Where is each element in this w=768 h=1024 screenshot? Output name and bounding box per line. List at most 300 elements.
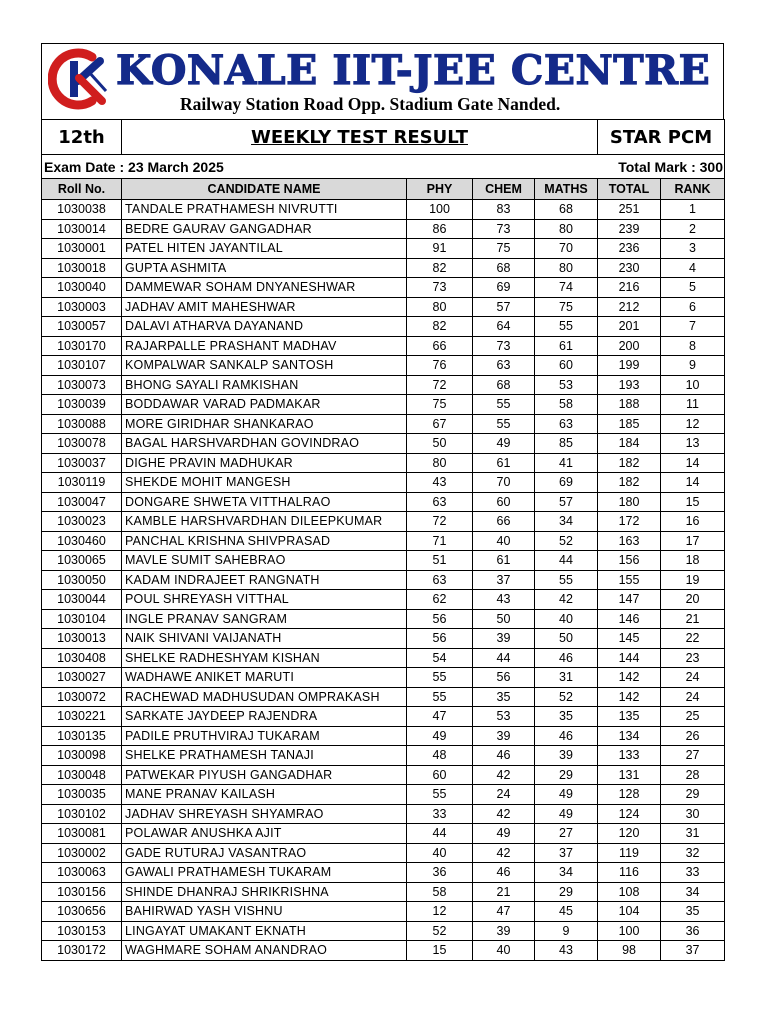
table-row <box>42 570 725 590</box>
chem-cell: 42 <box>473 765 535 785</box>
candidate-name-cell: LINGAYAT UMAKANT EKNATH <box>122 921 407 941</box>
phy-cell: 66 <box>407 336 473 356</box>
roll-no-cell: 1030038 <box>42 200 122 220</box>
total-cell: 142 <box>598 687 661 707</box>
rank-cell: 14 <box>661 453 725 473</box>
total-cell: 199 <box>598 356 661 376</box>
maths-cell: 34 <box>535 512 598 532</box>
maths-cell: 37 <box>535 843 598 863</box>
candidate-name-cell: BAGAL HARSHVARDHAN GOVINDRAO <box>122 434 407 454</box>
chem-cell: 49 <box>473 434 535 454</box>
rank-cell: 26 <box>661 726 725 746</box>
candidate-name-cell: PANCHAL KRISHNA SHIVPRASAD <box>122 531 407 551</box>
candidate-name-cell: RACHEWAD MADHUSUDAN OMPRAKASH <box>122 687 407 707</box>
maths-cell: 34 <box>535 863 598 883</box>
roll-no-cell: 1030050 <box>42 570 122 590</box>
info-row <box>42 155 725 179</box>
maths-cell: 85 <box>535 434 598 454</box>
total-cell: 188 <box>598 395 661 415</box>
col-total: TOTAL <box>598 179 661 200</box>
rank-cell: 25 <box>661 707 725 727</box>
phy-cell: 75 <box>407 395 473 415</box>
table-row <box>42 726 725 746</box>
roll-no-cell: 1030221 <box>42 707 122 727</box>
candidate-name-cell: SHINDE DHANRAJ SHRIKRISHNA <box>122 882 407 902</box>
result-table <box>41 119 725 961</box>
total-cell: 156 <box>598 551 661 571</box>
maths-cell: 9 <box>535 921 598 941</box>
phy-cell: 67 <box>407 414 473 434</box>
roll-no-cell: 1030156 <box>42 882 122 902</box>
phy-cell: 56 <box>407 629 473 649</box>
candidate-name-cell: BHONG SAYALI RAMKISHAN <box>122 375 407 395</box>
total-cell: 184 <box>598 434 661 454</box>
chem-cell: 47 <box>473 902 535 922</box>
table-row <box>42 258 725 278</box>
phy-cell: 47 <box>407 707 473 727</box>
maths-cell: 70 <box>535 239 598 259</box>
roll-no-cell: 1030081 <box>42 824 122 844</box>
chem-cell: 75 <box>473 239 535 259</box>
chem-cell: 60 <box>473 492 535 512</box>
roll-no-cell: 1030408 <box>42 648 122 668</box>
rank-cell: 23 <box>661 648 725 668</box>
chem-cell: 70 <box>473 473 535 493</box>
rank-cell: 35 <box>661 902 725 922</box>
col-maths: MATHS <box>535 179 598 200</box>
candidate-name-cell: DONGARE SHWETA VITTHALRAO <box>122 492 407 512</box>
candidate-name-cell: DALAVI ATHARVA DAYANAND <box>122 317 407 337</box>
table-row <box>42 512 725 532</box>
rank-cell: 10 <box>661 375 725 395</box>
phy-cell: 72 <box>407 512 473 532</box>
table-row <box>42 395 725 415</box>
candidate-name-cell: GAWALI PRATHAMESH TUKARAM <box>122 863 407 883</box>
candidate-name-cell: BAHIRWAD YASH VISHNU <box>122 902 407 922</box>
rank-cell: 5 <box>661 278 725 298</box>
chem-cell: 24 <box>473 785 535 805</box>
chem-cell: 73 <box>473 219 535 239</box>
institute-name: KONALE IIT-JEE CENTRE <box>116 47 711 94</box>
rank-cell: 31 <box>661 824 725 844</box>
candidate-name-cell: GADE RUTURAJ VASANTRAO <box>122 843 407 863</box>
phy-cell: 55 <box>407 687 473 707</box>
rank-cell: 29 <box>661 785 725 805</box>
table-row <box>42 219 725 239</box>
table-row <box>42 843 725 863</box>
table-row <box>42 707 725 727</box>
phy-cell: 55 <box>407 668 473 688</box>
candidate-name-cell: MAVLE SUMIT SAHEBRAO <box>122 551 407 571</box>
phy-cell: 36 <box>407 863 473 883</box>
phy-cell: 86 <box>407 219 473 239</box>
result-rows <box>42 200 725 961</box>
roll-no-cell: 1030048 <box>42 765 122 785</box>
column-header-row <box>42 179 725 200</box>
total-cell: 155 <box>598 570 661 590</box>
rank-cell: 3 <box>661 239 725 259</box>
total-mark: Total Mark : 300 <box>535 155 725 179</box>
total-cell: 239 <box>598 219 661 239</box>
table-row <box>42 785 725 805</box>
roll-no-cell: 1030119 <box>42 473 122 493</box>
total-cell: 134 <box>598 726 661 746</box>
maths-cell: 31 <box>535 668 598 688</box>
table-row <box>42 356 725 376</box>
total-cell: 131 <box>598 765 661 785</box>
rank-cell: 37 <box>661 941 725 961</box>
maths-cell: 74 <box>535 278 598 298</box>
roll-no-cell: 1030172 <box>42 941 122 961</box>
maths-cell: 29 <box>535 765 598 785</box>
rank-cell: 22 <box>661 629 725 649</box>
table-row <box>42 297 725 317</box>
roll-no-cell: 1030102 <box>42 804 122 824</box>
institute-address: Railway Station Road Opp. Stadium Gate Nanded. <box>180 94 561 114</box>
roll-no-cell: 1030003 <box>42 297 122 317</box>
table-row <box>42 687 725 707</box>
maths-cell: 52 <box>535 687 598 707</box>
candidate-name-cell: KADAM INDRAJEET RANGNATH <box>122 570 407 590</box>
candidate-name-cell: TANDALE PRATHAMESH NIVRUTTI <box>122 200 407 220</box>
table-row <box>42 668 725 688</box>
roll-no-cell: 1030104 <box>42 609 122 629</box>
roll-no-cell: 1030023 <box>42 512 122 532</box>
maths-cell: 68 <box>535 200 598 220</box>
roll-no-cell: 1030063 <box>42 863 122 883</box>
maths-cell: 61 <box>535 336 598 356</box>
maths-cell: 41 <box>535 453 598 473</box>
total-cell: 163 <box>598 531 661 551</box>
roll-no-cell: 1030460 <box>42 531 122 551</box>
total-cell: 216 <box>598 278 661 298</box>
phy-cell: 15 <box>407 941 473 961</box>
phy-cell: 58 <box>407 882 473 902</box>
chem-cell: 56 <box>473 668 535 688</box>
table-row <box>42 648 725 668</box>
maths-cell: 80 <box>535 219 598 239</box>
phy-cell: 80 <box>407 297 473 317</box>
phy-cell: 49 <box>407 726 473 746</box>
candidate-name-cell: DAMMEWAR SOHAM DNYANESHWAR <box>122 278 407 298</box>
result-sheet <box>41 43 724 961</box>
total-cell: 147 <box>598 590 661 610</box>
rank-cell: 15 <box>661 492 725 512</box>
table-row <box>42 609 725 629</box>
rank-cell: 20 <box>661 590 725 610</box>
chem-cell: 39 <box>473 726 535 746</box>
total-cell: 146 <box>598 609 661 629</box>
maths-cell: 58 <box>535 395 598 415</box>
roll-no-cell: 1030002 <box>42 843 122 863</box>
maths-cell: 52 <box>535 531 598 551</box>
roll-no-cell: 1030013 <box>42 629 122 649</box>
maths-cell: 29 <box>535 882 598 902</box>
table-row <box>42 804 725 824</box>
roll-no-cell: 1030078 <box>42 434 122 454</box>
phy-cell: 76 <box>407 356 473 376</box>
table-row <box>42 882 725 902</box>
chem-cell: 73 <box>473 336 535 356</box>
table-row <box>42 531 725 551</box>
chem-cell: 35 <box>473 687 535 707</box>
rank-cell: 32 <box>661 843 725 863</box>
table-row <box>42 200 725 220</box>
candidate-name-cell: SHELKE PRATHAMESH TANAJI <box>122 746 407 766</box>
maths-cell: 75 <box>535 297 598 317</box>
rank-cell: 6 <box>661 297 725 317</box>
phy-cell: 63 <box>407 570 473 590</box>
phy-cell: 50 <box>407 434 473 454</box>
total-cell: 212 <box>598 297 661 317</box>
table-row <box>42 414 725 434</box>
rank-cell: 2 <box>661 219 725 239</box>
table-row <box>42 278 725 298</box>
roll-no-cell: 1030014 <box>42 219 122 239</box>
phy-cell: 43 <box>407 473 473 493</box>
candidate-name-cell: POUL SHREYASH VITTHAL <box>122 590 407 610</box>
table-row <box>42 239 725 259</box>
total-cell: 193 <box>598 375 661 395</box>
total-cell: 135 <box>598 707 661 727</box>
col-phy: PHY <box>407 179 473 200</box>
chem-cell: 61 <box>473 453 535 473</box>
total-cell: 124 <box>598 804 661 824</box>
roll-no-cell: 1030039 <box>42 395 122 415</box>
rank-cell: 33 <box>661 863 725 883</box>
maths-cell: 49 <box>535 785 598 805</box>
total-cell: 182 <box>598 453 661 473</box>
roll-no-cell: 1030135 <box>42 726 122 746</box>
phy-cell: 91 <box>407 239 473 259</box>
total-cell: 182 <box>598 473 661 493</box>
phy-cell: 100 <box>407 200 473 220</box>
candidate-name-cell: SHEKDE MOHIT MANGESH <box>122 473 407 493</box>
maths-cell: 46 <box>535 648 598 668</box>
total-cell: 172 <box>598 512 661 532</box>
phy-cell: 51 <box>407 551 473 571</box>
maths-cell: 27 <box>535 824 598 844</box>
table-row <box>42 921 725 941</box>
candidate-name-cell: JADHAV SHREYASH SHYAMRAO <box>122 804 407 824</box>
candidate-name-cell: SARKATE JAYDEEP RAJENDRA <box>122 707 407 727</box>
roll-no-cell: 1030098 <box>42 746 122 766</box>
rank-cell: 36 <box>661 921 725 941</box>
phy-cell: 55 <box>407 785 473 805</box>
table-row <box>42 336 725 356</box>
phy-cell: 60 <box>407 765 473 785</box>
maths-cell: 49 <box>535 804 598 824</box>
phy-cell: 82 <box>407 258 473 278</box>
maths-cell: 44 <box>535 551 598 571</box>
rank-cell: 14 <box>661 473 725 493</box>
phy-cell: 80 <box>407 453 473 473</box>
maths-cell: 69 <box>535 473 598 493</box>
maths-cell: 63 <box>535 414 598 434</box>
phy-cell: 62 <box>407 590 473 610</box>
rank-cell: 4 <box>661 258 725 278</box>
table-row <box>42 473 725 493</box>
phy-cell: 33 <box>407 804 473 824</box>
roll-no-cell: 1030057 <box>42 317 122 337</box>
roll-no-cell: 1030065 <box>42 551 122 571</box>
chem-cell: 43 <box>473 590 535 610</box>
total-cell: 236 <box>598 239 661 259</box>
maths-cell: 46 <box>535 726 598 746</box>
phy-cell: 44 <box>407 824 473 844</box>
candidate-name-cell: GUPTA ASHMITA <box>122 258 407 278</box>
phy-cell: 48 <box>407 746 473 766</box>
total-cell: 116 <box>598 863 661 883</box>
total-cell: 108 <box>598 882 661 902</box>
total-cell: 100 <box>598 921 661 941</box>
roll-no-cell: 1030088 <box>42 414 122 434</box>
maths-cell: 55 <box>535 317 598 337</box>
total-cell: 145 <box>598 629 661 649</box>
chem-cell: 50 <box>473 609 535 629</box>
total-cell: 251 <box>598 200 661 220</box>
candidate-name-cell: MORE GIRIDHAR SHANKARAO <box>122 414 407 434</box>
roll-no-cell: 1030035 <box>42 785 122 805</box>
total-cell: 128 <box>598 785 661 805</box>
phy-cell: 63 <box>407 492 473 512</box>
candidate-name-cell: WADHAWE ANIKET MARUTI <box>122 668 407 688</box>
candidate-name-cell: SHELKE RADHESHYAM KISHAN <box>122 648 407 668</box>
total-cell: 201 <box>598 317 661 337</box>
table-row <box>42 629 725 649</box>
candidate-name-cell: MANE PRANAV KAILASH <box>122 785 407 805</box>
rank-cell: 11 <box>661 395 725 415</box>
chem-cell: 46 <box>473 863 535 883</box>
chem-cell: 40 <box>473 531 535 551</box>
title-row <box>42 120 725 155</box>
chem-cell: 46 <box>473 746 535 766</box>
total-cell: 98 <box>598 941 661 961</box>
chem-cell: 42 <box>473 804 535 824</box>
rank-cell: 24 <box>661 687 725 707</box>
table-row <box>42 434 725 454</box>
chem-cell: 49 <box>473 824 535 844</box>
candidate-name-cell: DIGHE PRAVIN MADHUKAR <box>122 453 407 473</box>
chem-cell: 44 <box>473 648 535 668</box>
maths-cell: 80 <box>535 258 598 278</box>
rank-cell: 24 <box>661 668 725 688</box>
exam-date: Exam Date : 23 March 2025 <box>42 155 535 179</box>
maths-cell: 57 <box>535 492 598 512</box>
rank-cell: 13 <box>661 434 725 454</box>
rank-cell: 9 <box>661 356 725 376</box>
rank-cell: 28 <box>661 765 725 785</box>
roll-no-cell: 1030044 <box>42 590 122 610</box>
candidate-name-cell: NAIK SHIVANI VAIJANATH <box>122 629 407 649</box>
table-row <box>42 492 725 512</box>
maths-cell: 35 <box>535 707 598 727</box>
candidate-name-cell: BEDRE GAURAV GANGADHAR <box>122 219 407 239</box>
table-row <box>42 375 725 395</box>
maths-cell: 55 <box>535 570 598 590</box>
table-row <box>42 863 725 883</box>
candidate-name-cell: JADHAV AMIT MAHESHWAR <box>122 297 407 317</box>
roll-no-cell: 1030037 <box>42 453 122 473</box>
total-cell: 104 <box>598 902 661 922</box>
batch-label: STAR PCM <box>598 120 725 155</box>
roll-no-cell: 1030047 <box>42 492 122 512</box>
roll-no-cell: 1030001 <box>42 239 122 259</box>
chem-cell: 53 <box>473 707 535 727</box>
table-row <box>42 824 725 844</box>
chem-cell: 66 <box>473 512 535 532</box>
maths-cell: 43 <box>535 941 598 961</box>
candidate-name-cell: POLAWAR ANUSHKA AJIT <box>122 824 407 844</box>
report-title: WEEKLY TEST RESULT <box>122 120 598 155</box>
maths-cell: 53 <box>535 375 598 395</box>
maths-cell: 42 <box>535 590 598 610</box>
candidate-name-cell: PATEL HITEN JAYANTILAL <box>122 239 407 259</box>
maths-cell: 39 <box>535 746 598 766</box>
rank-cell: 27 <box>661 746 725 766</box>
total-cell: 185 <box>598 414 661 434</box>
table-row <box>42 551 725 571</box>
chem-cell: 64 <box>473 317 535 337</box>
table-row <box>42 902 725 922</box>
chem-cell: 40 <box>473 941 535 961</box>
phy-cell: 54 <box>407 648 473 668</box>
rank-cell: 30 <box>661 804 725 824</box>
phy-cell: 73 <box>407 278 473 298</box>
chem-cell: 61 <box>473 551 535 571</box>
chem-cell: 39 <box>473 629 535 649</box>
chem-cell: 69 <box>473 278 535 298</box>
total-cell: 119 <box>598 843 661 863</box>
candidate-name-cell: PADILE PRUTHVIRAJ TUKARAM <box>122 726 407 746</box>
candidate-name-cell: RAJARPALLE PRASHANT MADHAV <box>122 336 407 356</box>
table-row <box>42 765 725 785</box>
rank-cell: 17 <box>661 531 725 551</box>
chem-cell: 37 <box>473 570 535 590</box>
chem-cell: 68 <box>473 375 535 395</box>
rank-cell: 34 <box>661 882 725 902</box>
rank-cell: 12 <box>661 414 725 434</box>
roll-no-cell: 1030072 <box>42 687 122 707</box>
phy-cell: 52 <box>407 921 473 941</box>
maths-cell: 50 <box>535 629 598 649</box>
chem-cell: 57 <box>473 297 535 317</box>
class-label: 12th <box>42 120 122 155</box>
rank-cell: 21 <box>661 609 725 629</box>
table-row <box>42 941 725 961</box>
candidate-name-cell: BODDAWAR VARAD PADMAKAR <box>122 395 407 415</box>
candidate-name-cell: KOMPALWAR SANKALP SANTOSH <box>122 356 407 376</box>
konale-k-logo-icon <box>48 47 112 111</box>
total-cell: 230 <box>598 258 661 278</box>
roll-no-cell: 1030153 <box>42 921 122 941</box>
roll-no-cell: 1030018 <box>42 258 122 278</box>
total-cell: 120 <box>598 824 661 844</box>
roll-no-cell: 1030170 <box>42 336 122 356</box>
table-row <box>42 453 725 473</box>
col-candidate-name: CANDIDATE NAME <box>122 179 407 200</box>
rank-cell: 8 <box>661 336 725 356</box>
roll-no-cell: 1030073 <box>42 375 122 395</box>
chem-cell: 63 <box>473 356 535 376</box>
phy-cell: 40 <box>407 843 473 863</box>
roll-no-cell: 1030656 <box>42 902 122 922</box>
candidate-name-cell: WAGHMARE SOHAM ANANDRAO <box>122 941 407 961</box>
total-cell: 200 <box>598 336 661 356</box>
roll-no-cell: 1030107 <box>42 356 122 376</box>
chem-cell: 21 <box>473 882 535 902</box>
rank-cell: 18 <box>661 551 725 571</box>
